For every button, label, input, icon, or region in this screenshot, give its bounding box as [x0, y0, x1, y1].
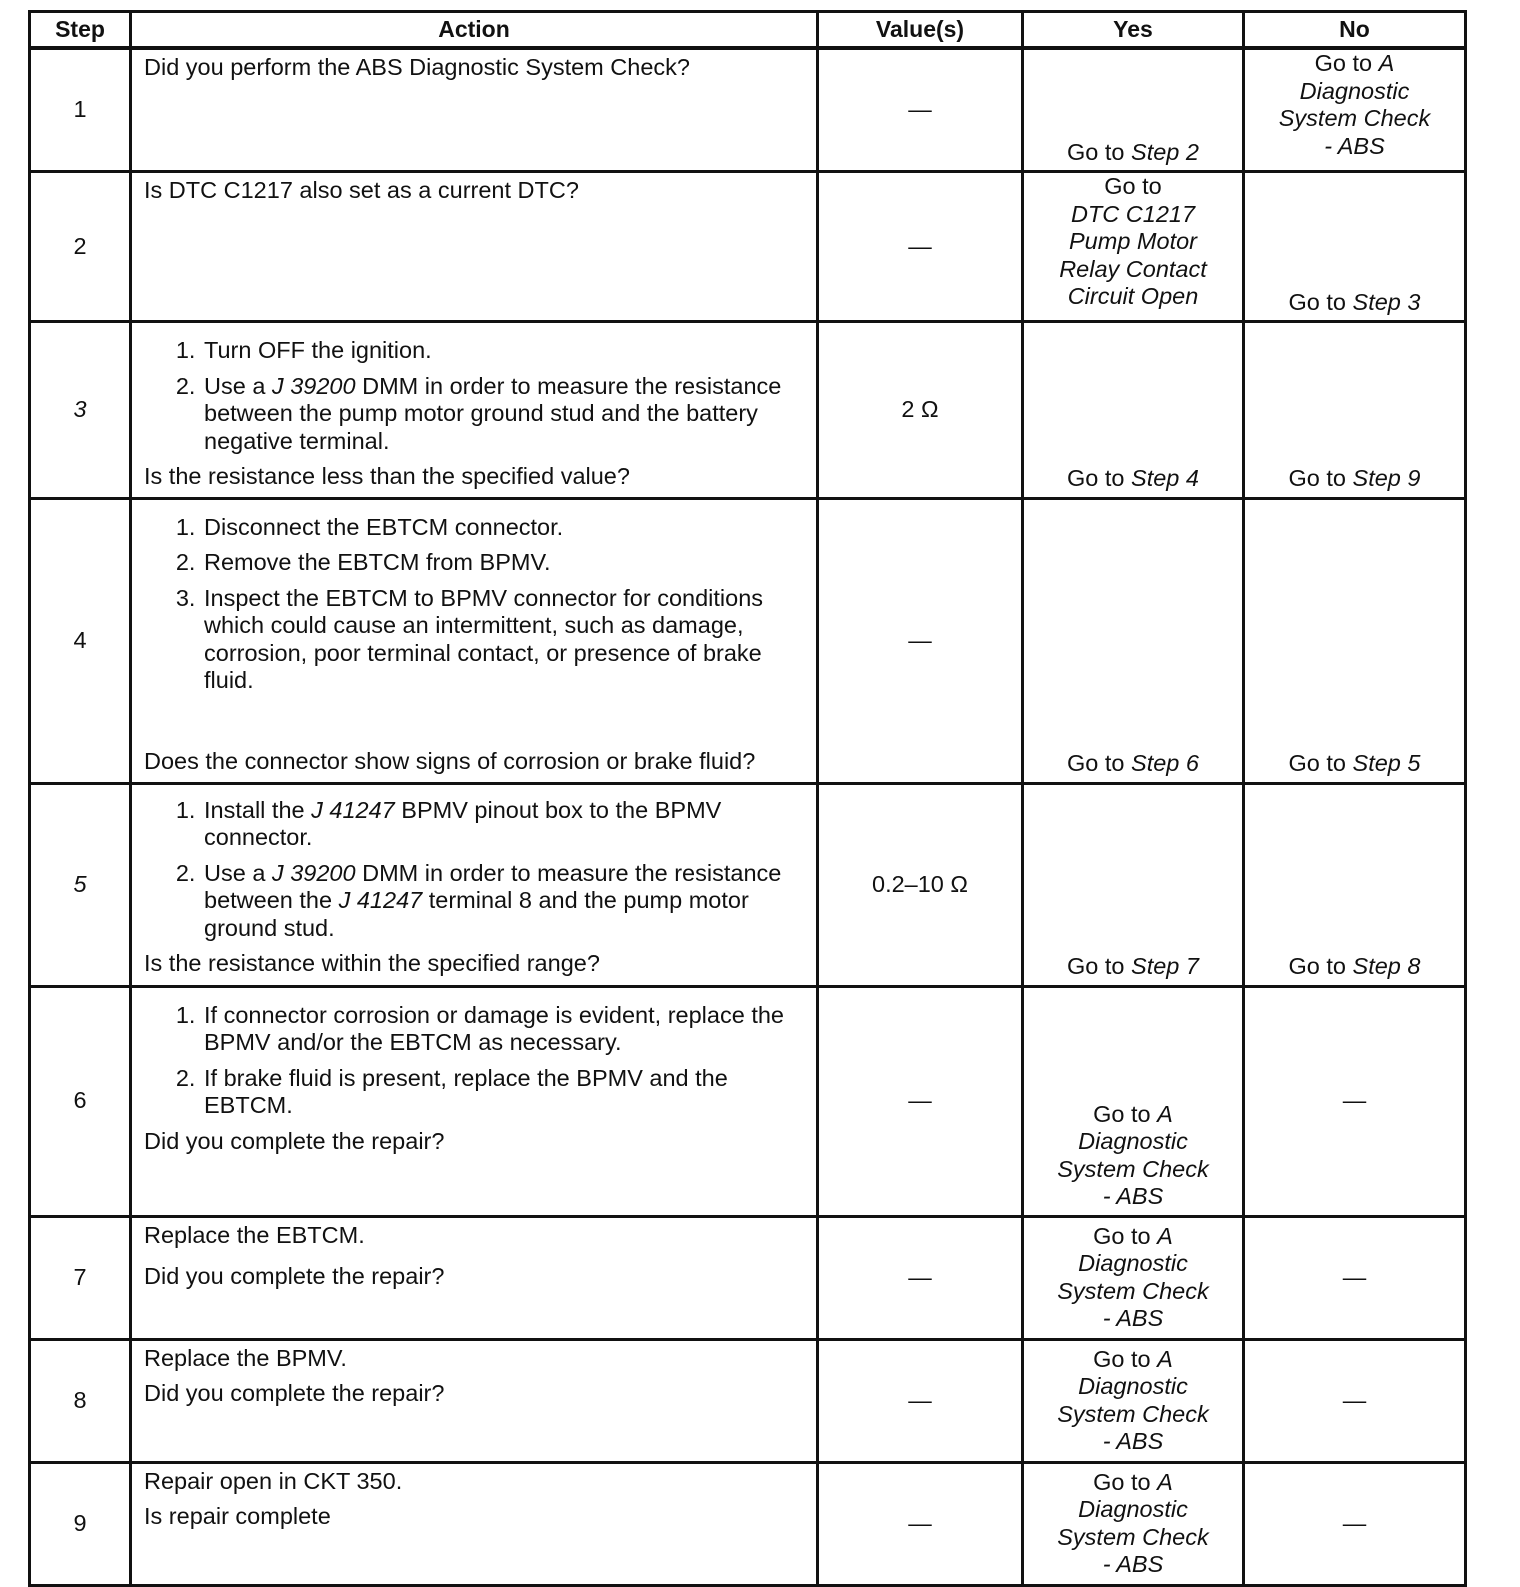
no-nav[interactable]	[1245, 173, 1464, 320]
no-cell	[1244, 783, 1466, 986]
action-cell	[131, 783, 818, 986]
header-yes: Yes	[1023, 12, 1244, 49]
yes-link[interactable]: Step 2	[1131, 138, 1199, 165]
header-row	[30, 12, 1466, 49]
diagnostic-table	[28, 10, 1467, 1587]
yes-nav[interactable]	[1024, 1341, 1242, 1461]
no-cell	[1244, 986, 1466, 1216]
step-number: 8	[30, 1339, 131, 1462]
value-cell: —	[818, 1462, 1023, 1585]
yes-nav[interactable]	[1024, 1464, 1242, 1584]
step-number: 3	[30, 322, 131, 499]
header-step: Step	[30, 12, 131, 49]
action-step-item: 1. Install the J 41247 BPMV pinout box to the BPMV connector.	[202, 797, 806, 852]
table-row	[30, 1339, 1466, 1462]
no-nav[interactable]	[1245, 50, 1464, 170]
action-step-item: 1. Disconnect the EBTCM connector.	[202, 514, 806, 542]
no-nav[interactable]	[1245, 785, 1464, 985]
step-number: 1	[30, 48, 131, 172]
no-link[interactable]: Step 9	[1352, 465, 1421, 491]
no-cell	[1244, 1462, 1466, 1585]
value-cell: 2 Ω	[818, 322, 1023, 499]
step-number: 2	[30, 172, 131, 322]
value-cell: —	[818, 986, 1023, 1216]
no-cell	[1244, 322, 1466, 499]
no-value: —	[1342, 1509, 1367, 1536]
yes-nav[interactable]	[1024, 173, 1242, 320]
action-prompt: Is repair complete	[144, 1503, 331, 1529]
value-cell: —	[818, 172, 1023, 322]
table-row	[30, 322, 1466, 499]
no-cell	[1244, 498, 1466, 783]
step-number: 6	[30, 986, 131, 1216]
yes-nav[interactable]	[1024, 1218, 1242, 1338]
action-step-item: 2. If brake fluid is present, replace the BPMV and the EBTCM.	[202, 1065, 806, 1120]
no-cell	[1244, 48, 1466, 172]
action-cell	[131, 172, 818, 322]
no-goto-text: Go to	[1288, 750, 1353, 776]
action-step-item: 2. Use a J 39200 DMM in order to measure the resistance between the J 41247 terminal 8 and the pump motor ground stud.	[202, 860, 806, 943]
no-link[interactable]: Step 3	[1352, 288, 1421, 315]
action-cell	[131, 986, 818, 1216]
value-cell: —	[818, 1339, 1023, 1462]
no-link[interactable]: Step 5	[1352, 750, 1421, 776]
yes-goto-text: Go to	[1104, 173, 1162, 199]
yes-nav[interactable]	[1024, 50, 1242, 170]
yes-cell	[1023, 1216, 1244, 1339]
value-cell: —	[818, 48, 1023, 172]
yes-link[interactable]: A Diagnostic System Check - ABS	[1057, 1468, 1209, 1577]
yes-cell	[1023, 783, 1244, 986]
no-goto-text: Go to	[1288, 953, 1353, 979]
yes-link[interactable]: A Diagnostic System Check - ABS	[1057, 1222, 1209, 1331]
no-nav[interactable]	[1245, 323, 1464, 497]
action-prompt: Did you complete the repair?	[144, 1127, 445, 1154]
yes-goto-text: Go to	[1093, 1468, 1158, 1495]
yes-nav[interactable]	[1024, 500, 1242, 782]
yes-goto-text: Go to	[1067, 953, 1132, 979]
action-prompt: Is DTC C1217 also set as a current DTC?	[144, 177, 579, 203]
value-cell: —	[818, 1216, 1023, 1339]
action-prompt: Did you perform the ABS Diagnostic System Check?	[144, 54, 690, 80]
no-cell	[1244, 1216, 1466, 1339]
step-number: 9	[30, 1462, 131, 1585]
action-cell	[131, 498, 818, 783]
yes-link[interactable]: Step 7	[1131, 953, 1199, 979]
yes-goto-text: Go to	[1093, 1345, 1158, 1372]
action-step-item: 1. Turn OFF the ignition.	[202, 337, 806, 365]
action-cell	[131, 1462, 818, 1585]
no-value: —	[1342, 1263, 1367, 1290]
yes-link[interactable]: A Diagnostic System Check - ABS	[1057, 1345, 1209, 1454]
yes-link[interactable]: Step 4	[1131, 465, 1199, 491]
action-cell	[131, 1216, 818, 1339]
yes-link[interactable]: DTC C1217 Pump Motor Relay Contact Circuit Open	[1059, 200, 1207, 309]
yes-cell	[1023, 986, 1244, 1216]
action-steps	[144, 1002, 806, 1120]
yes-cell	[1023, 1462, 1244, 1585]
no-goto-text: Go to	[1288, 288, 1353, 315]
no-nav[interactable]	[1245, 500, 1464, 782]
yes-goto-text: Go to	[1093, 1100, 1158, 1127]
action-prompt: Does the connector show signs of corrosion or brake fluid?	[144, 748, 756, 774]
no-cell	[1244, 1339, 1466, 1462]
no-link[interactable]: A Diagnostic System Check - ABS	[1278, 50, 1431, 159]
header-values: Value(s)	[818, 12, 1023, 49]
no-goto-text: Go to	[1288, 465, 1353, 491]
action-step-item: 2. Remove the EBTCM from BPMV.	[202, 549, 806, 577]
yes-cell	[1023, 1339, 1244, 1462]
table-row	[30, 986, 1466, 1216]
yes-goto-text: Go to	[1093, 1222, 1158, 1249]
step-number: 7	[30, 1216, 131, 1339]
yes-link[interactable]: Step 6	[1131, 750, 1199, 776]
yes-nav[interactable]	[1024, 785, 1242, 985]
action-cell	[131, 322, 818, 499]
action-line: Replace the BPMV.	[144, 1344, 347, 1371]
no-link[interactable]: Step 8	[1352, 953, 1421, 979]
action-step-item: 3. Inspect the EBTCM to BPMV connector for conditions which could cause an intermittent, such as damage, corrosion, poor terminal contact, or presence of brake fluid.	[202, 585, 806, 695]
action-cell	[131, 48, 818, 172]
yes-nav[interactable]	[1024, 323, 1242, 497]
no-cell	[1244, 172, 1466, 322]
yes-goto-text: Go to	[1067, 750, 1132, 776]
action-prompt: Did you complete the repair?	[144, 1263, 445, 1289]
table-row	[30, 783, 1466, 986]
yes-link[interactable]: A Diagnostic System Check - ABS	[1057, 1100, 1209, 1209]
action-line: Replace the EBTCM.	[144, 1221, 365, 1248]
no-goto-text: Go to	[1314, 50, 1379, 76]
yes-cell	[1023, 322, 1244, 499]
yes-goto-text: Go to	[1067, 465, 1132, 491]
action-step-item: 1. If connector corrosion or damage is evident, replace the BPMV and/or the EBTCM as necessary.	[202, 1002, 806, 1057]
action-prompt: Is the resistance less than the specified value?	[144, 463, 630, 489]
no-value: —	[1342, 1087, 1367, 1114]
action-prompt: Did you complete the repair?	[144, 1380, 445, 1406]
header-no: No	[1244, 12, 1466, 49]
action-steps	[144, 797, 806, 943]
action-steps	[144, 337, 806, 455]
action-cell	[131, 1339, 818, 1462]
step-number: 5	[30, 783, 131, 986]
table-row	[30, 498, 1466, 783]
value-cell: 0.2–10 Ω	[818, 783, 1023, 986]
table-row	[30, 172, 1466, 322]
table-row	[30, 1462, 1466, 1585]
action-steps	[144, 514, 806, 703]
value-cell: —	[818, 498, 1023, 783]
step-number: 4	[30, 498, 131, 783]
no-value: —	[1342, 1386, 1367, 1413]
yes-cell	[1023, 48, 1244, 172]
table-row	[30, 48, 1466, 172]
action-line: Repair open in CKT 350.	[144, 1467, 403, 1494]
yes-cell	[1023, 498, 1244, 783]
header-action: Action	[131, 12, 818, 49]
action-prompt: Is the resistance within the specified range?	[144, 950, 600, 976]
action-step-item: 2. Use a J 39200 DMM in order to measure the resistance between the pump motor ground stud and the battery negative terminal.	[202, 373, 806, 456]
table-row	[30, 1216, 1466, 1339]
yes-cell	[1023, 172, 1244, 322]
yes-goto-text: Go to	[1067, 138, 1132, 165]
yes-nav[interactable]	[1024, 988, 1242, 1215]
